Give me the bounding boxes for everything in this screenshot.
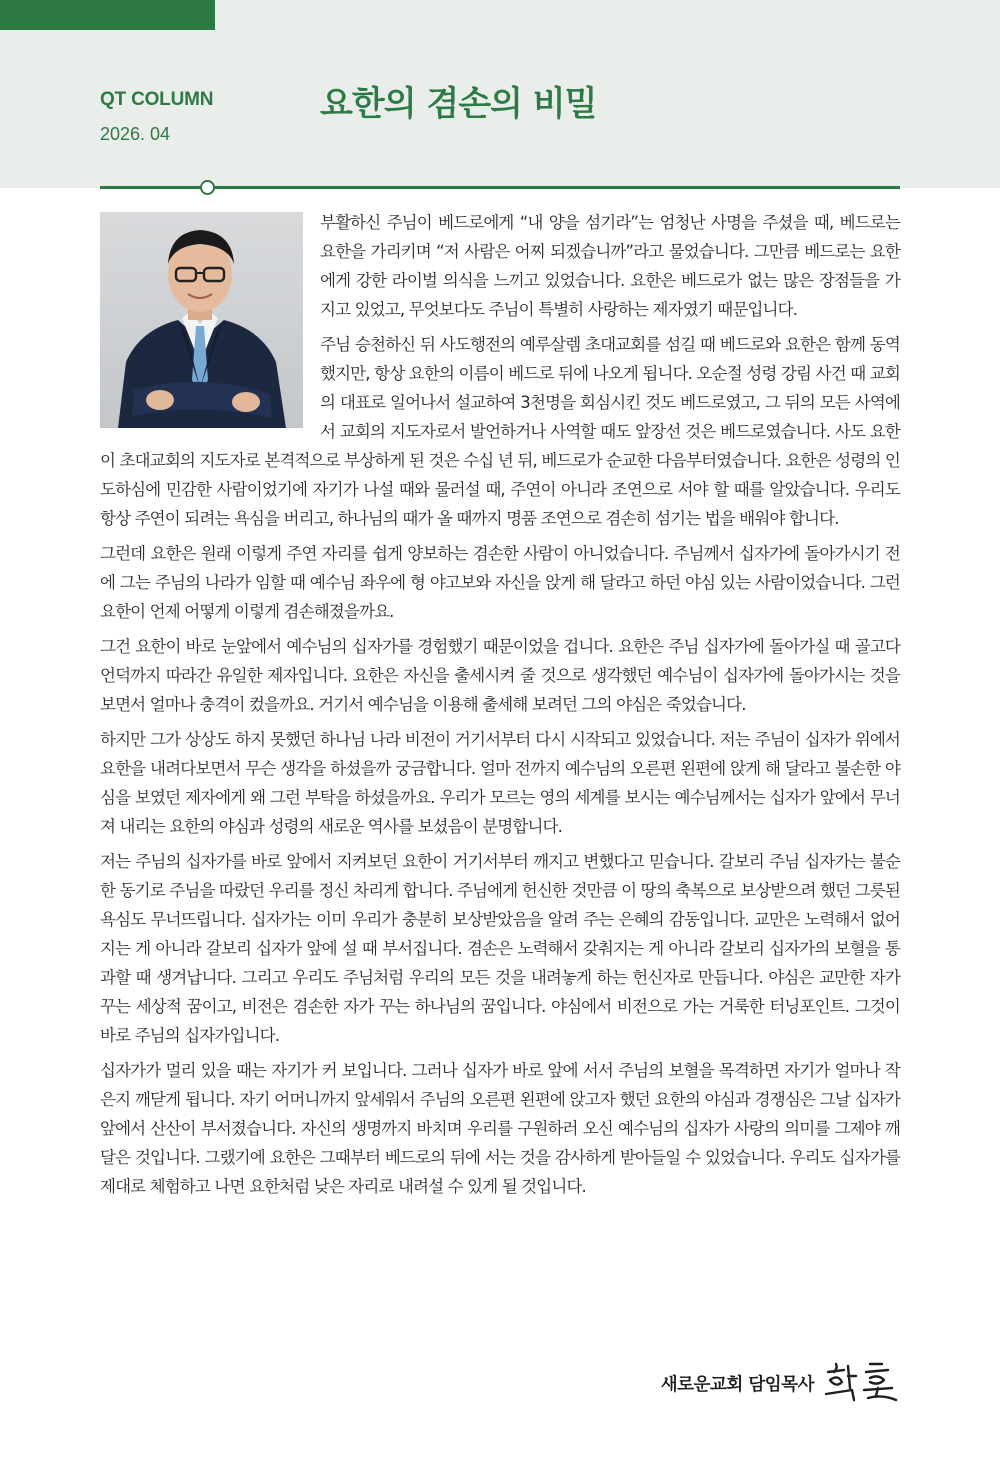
column-label: QT COLUMN — [100, 89, 214, 110]
divider-dot — [200, 180, 215, 195]
article-paragraph: 부활하신 주님이 베드로에게 “내 양을 섬기라”는 엄청난 사명을 주셨을 때, 베드로는 요한을 가리키며 “저 사람은 어찌 되겠습니까”라고 물었습니다. 그만큼 베드로는 요한에게 강한 라이벌 의식을 느끼고 있었습니다. 요한은 베드로가 없는 많은 장점들을 가지고 있었고, 무엇보다도 주님이 특별히 사랑하는 제자였기 때문입니다. — [320, 213, 900, 319]
article-paragraph: 저는 주님의 십자가를 바로 앞에서 지켜보던 요한이 거기서부터 깨지고 변했다고 믿습니다. 갈보리 주님 십자가는 불순한 동기로 주님을 따랐던 우리를 정신 차리게 합니다. 주님에게 헌신한 것만큼 이 땅의 축복으로 보상받으려 했던 그릇된 욕심도 무너뜨립니다. 십자가는 이미 우리가 충분히 보상받았음을 알려 주는 은혜의 감동입니다. 교만은 노력해서 없어지는 게 아니라 갈보리 십자가 앞에 설 때 부서집니다. 겸손은 노력해서 갖춰지는 게 아니라 갈보리 십자가의 보혈을 통과할 때 생겨납니다. 그리고 우리도 주님처럼 우리의 모든 것을 내려놓게 하는 헌신자로 만듭니다. 야심은 교만한 자가 꾸는 세상적 꿈이고, 비전은 겸손한 자가 꾸는 하나님의 꿈입니다. 야심에서 비전으로 가는 거룩한 터닝포인트. 그것이 바로 주님의 십자가입니다. — [100, 852, 900, 1045]
article-paragraph: 그건 요한이 바로 눈앞에서 예수님의 십자가를 경험했기 때문이었을 겁니다. 요한은 주님 십자가에 돌아가실 때 골고다 언덕까지 따라간 유일한 제자입니다. 요한은 자신을 출세시켜 줄 것으로 생각했던 예수님이 십자가에 돌아가시는 것을 보면서 얼마나 충격이 컸을까요. 거기서 예수님을 이용해 출세해 보려던 그의 야심은 죽었습니다. — [100, 637, 900, 714]
article-paragraph: 주님 승천하신 뒤 사도행전의 예루살렘 초대교회를 섬길 때 베드로와 요한은 함께 동역했지만, 항상 요한의 이름이 베드로 뒤에 나오게 됩니다. 오순절 성령 강림 사건 때 교회의 대표로 일어나서 설교하여 3천명을 회심시킨 것도 베드로였고, 그 뒤의 모든 사역에서 교회의 지도자로서 발언하거나 사역할 때도 앞장선 것은 베드로였습니다. 사도 요한이 초대교회의 지도자로 본격적으로 부상하게 된 것은 수십 년 뒤, 베드로가 순교한 다음부터였습니다. 요한은 성령의 인도하심에 민감한 사람이었기에 자기가 나설 때와 물러설 때, 주연이 아니라 조연으로 서야 할 때를 알았습니다. 우리도 항상 주연이 되려는 욕심을 버리고, 하나님의 때가 올 때까지 명품 조연으로 겸손히 섬기는 법을 배워야 합니다. — [100, 335, 900, 528]
pastor-portrait — [100, 212, 303, 428]
article-body — [100, 208, 900, 1207]
signature-title: 새로운교회 담임목사 — [660, 1374, 814, 1395]
page-title: 요한의 겸손의 비밀 — [320, 84, 597, 124]
handwritten-signature — [822, 1358, 900, 1404]
signature-block — [661, 1358, 900, 1404]
issue-date: 2026. 04 — [100, 124, 171, 144]
article-paragraph: 십자가가 멀리 있을 때는 자기가 커 보입니다. 그러나 십자가 바로 앞에 서서 주님의 보혈을 목격하면 자기가 얼마나 작은지 깨닫게 됩니다. 자기 어머니까지 앞세워서 주님의 오른편 왼편에 앉고자 했던 요한의 야심과 경쟁심은 그날 십자가 앞에서 산산이 부서졌습니다. 자신의 생명까지 바치며 우리를 구원하러 오신 예수님의 십자가 사랑의 의미를 그제야 깨달은 것입니다. 그랬기에 요한은 그때부터 베드로의 뒤에 서는 것을 감사하게 받아들일 수 있었습니다. 우리도 십자가를 제대로 체험하고 나면 요한처럼 낮은 자리로 내려설 수 있게 될 것입니다. — [100, 1061, 900, 1196]
article-paragraph: 그런데 요한은 원래 이렇게 주연 자리를 쉽게 양보하는 겸손한 사람이 아니었습니다. 주님께서 십자가에 돌아가시기 전에 그는 주님의 나라가 임할 때 예수님 좌우에 형 야고보와 자신을 앉게 해 달라고 하던 야심 있는 사람이었습니다. 그런 요한이 언제 어떻게 이렇게 겸손해졌을까요. — [100, 544, 900, 621]
divider-line — [100, 186, 900, 189]
article-paragraph: 하지만 그가 상상도 하지 못했던 하나님 나라 비전이 거기서부터 다시 시작되고 있었습니다. 저는 주님이 십자가 위에서 요한을 내려다보면서 무슨 생각을 하셨을까 궁금합니다. 얼마 전까지 예수님의 오른편 왼편에 앉게 해 달라고 불손한 야심을 보였던 제자에게 왜 그런 부탁을 하셨을까요. 우리가 모르는 영의 세계를 보시는 예수님께서는 십자가 앞에서 무너져 내리는 요한의 야심과 성령의 새로운 역사를 보셨음이 분명합니다. — [100, 730, 900, 836]
accent-bar — [0, 0, 215, 30]
